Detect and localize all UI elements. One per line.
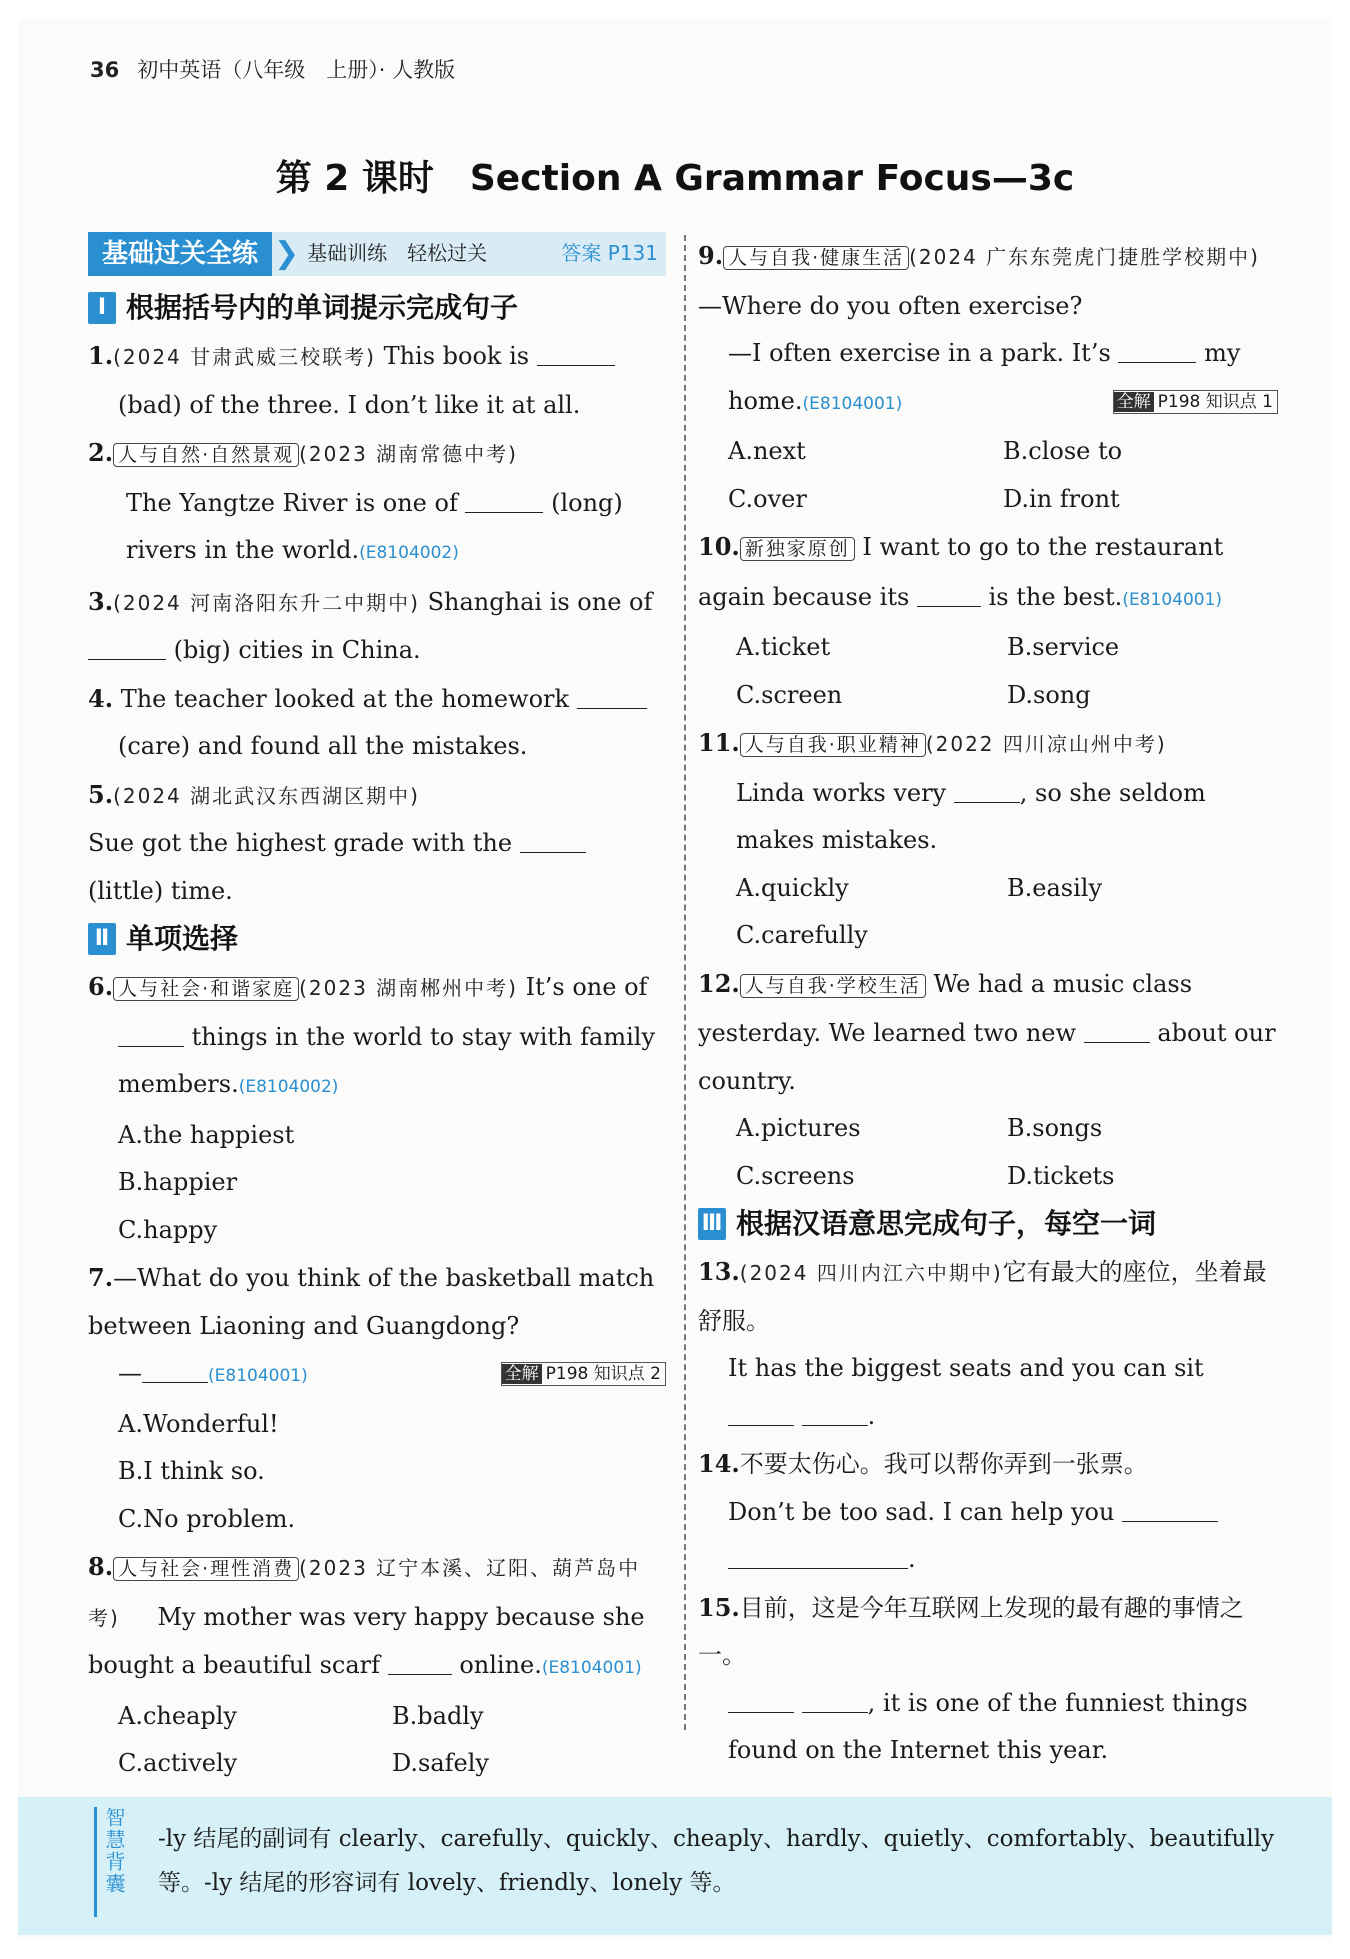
answer-blank[interactable]	[88, 635, 166, 660]
question-8: 8. 人与社会·理性消费 (2023 辽宁本溪、辽阳、葫芦岛中考) My mother was very happy because she bought a beautiful scarf online.(E8104001) A.cheaply B.badly C.actively D.safely	[88, 1543, 666, 1788]
solution-reference: 全解 P198 知识点 2	[501, 1362, 666, 1386]
answer-blank[interactable]	[142, 1358, 208, 1383]
answer-blank[interactable]	[1122, 1497, 1218, 1522]
option-d[interactable]: D.safely	[392, 1749, 489, 1777]
answer-blank[interactable]	[728, 1401, 794, 1426]
theme-tag: 人与社会·和谐家庭	[113, 977, 299, 1001]
answer-blank[interactable]	[465, 488, 543, 513]
section-number: Ⅱ	[88, 923, 116, 955]
option-b[interactable]: B.songs	[1007, 1114, 1103, 1142]
question-14: 14.不要太伤心。我可以帮你弄到一张票。 Don’t be too sad. I can help you .	[698, 1440, 1278, 1584]
option-a[interactable]: A.cheaply	[118, 1701, 237, 1730]
lesson-title: 第 2 课时 Section A Grammar Focus—3c	[275, 158, 1075, 199]
book-title: 初中英语（八年级 上册）· 人教版	[137, 58, 456, 82]
answer-blank[interactable]	[1084, 1018, 1150, 1043]
answer-blank[interactable]	[728, 1544, 908, 1569]
question-4: 4. The teacher looked at the homework (care) and found all the mistakes.	[88, 675, 666, 771]
answer-reference: 答案 P131	[561, 241, 658, 266]
option-a[interactable]: A.the happiest	[118, 1120, 295, 1149]
page-header	[90, 54, 455, 84]
theme-tag: 新独家原创	[740, 537, 855, 561]
question-11: 11. 人与自我·职业精神 (2022 四川凉山州中考) Linda works very , so she seldom makes mistakes. A.quickly B.easily C.carefully	[698, 719, 1278, 960]
question-3: 3.(2024 河南洛阳东升二中期中) Shanghai is one of (big) cities in China.	[88, 586, 653, 664]
option-c[interactable]: C.screens	[736, 1161, 855, 1190]
option-c[interactable]: C.happy	[118, 1215, 218, 1244]
option-c[interactable]: C.carefully	[736, 921, 868, 949]
right-column	[698, 232, 1278, 1775]
question-2: 2. 人与自然·自然景观 (2023 湖南常德中考) The Yangtze River is one of (long) rivers in the world.(E8104002)	[88, 438, 623, 564]
option-d[interactable]: D.song	[1007, 680, 1091, 709]
question-13: 13.(2024 四川内江六中期中)它有最大的座位，坐着最舒服。 It has the biggest seats and you can sit .	[698, 1257, 1267, 1430]
option-a[interactable]: A.Wonderful!	[118, 1409, 279, 1438]
section-heading-3	[698, 1200, 1278, 1248]
option-a[interactable]: A.pictures	[736, 1114, 861, 1142]
section-title: 根据括号内的单词提示完成句子	[126, 291, 519, 325]
answer-blank[interactable]	[118, 1022, 184, 1047]
option-a[interactable]: A.ticket	[736, 633, 831, 661]
option-c[interactable]: C.screen	[736, 680, 843, 709]
theme-tag: 人与自我·健康生活	[723, 246, 909, 270]
option-b[interactable]: B.badly	[392, 1701, 484, 1730]
answer-blank[interactable]	[388, 1650, 452, 1675]
option-c[interactable]: C.No problem.	[118, 1504, 296, 1533]
practice-banner	[88, 232, 666, 276]
theme-tag: 人与自我·学校生活	[740, 974, 926, 998]
theme-tag: 人与自我·职业精神	[740, 733, 926, 757]
section-heading-1	[88, 284, 666, 332]
option-c[interactable]: C.over	[728, 484, 807, 513]
section-title: 单项选择	[126, 922, 239, 956]
option-a[interactable]: A.next	[728, 437, 806, 465]
tip-text: -ly 结尾的副词有 clearly、carefully、quickly、cheaply、hardly、quietly、comfortably、beautifully 等。-ly 结尾的形容词有 lovely、friendly、lonely 等。	[158, 1826, 1275, 1896]
answer-blank[interactable]	[537, 341, 615, 366]
answer-blank[interactable]	[802, 1401, 868, 1426]
theme-tag: 人与自然·自然景观	[113, 443, 299, 467]
tip-box	[18, 1797, 1332, 1935]
tip-label: 智慧背囊	[94, 1807, 129, 1917]
banner-subtitle: 基础训练 轻松过关	[307, 241, 488, 266]
answer-blank[interactable]	[520, 828, 586, 853]
answer-blank[interactable]	[577, 684, 647, 709]
option-c[interactable]: C.actively	[118, 1749, 238, 1777]
chevron-right-icon: ❯	[274, 236, 300, 272]
section-number: Ⅲ	[698, 1208, 726, 1240]
question-9: 9. 人与自我·健康生活 (2024 广东东莞虎门捷胜学校期中) —Where do you often exercise? —I often exercise in a park. It’s my home.(E8104001) 全解 P198 知识点 1 A.next B.close to C.over D.in front	[698, 232, 1278, 523]
column-divider	[684, 235, 686, 1730]
option-d[interactable]: D.tickets	[1007, 1161, 1115, 1190]
answer-blank[interactable]	[1118, 338, 1196, 363]
question-5: 5.(2024 湖北武汉东西湖区期中) Sue got the highest grade with the (little) time.	[88, 771, 666, 916]
page-number: 36	[90, 58, 120, 82]
question-6: 6. 人与社会·和谐家庭 (2023 湖南郴州中考) It’s one of things in the world to stay with family members.(E8104002) A.the happiest B.happier C.happy	[88, 963, 666, 1254]
section-title: 根据汉语意思完成句子，每空一词	[736, 1207, 1157, 1241]
banner-tag: 基础过关全练	[88, 232, 272, 276]
answer-blank[interactable]	[917, 582, 981, 607]
option-b[interactable]: B.I think so.	[118, 1457, 265, 1485]
option-b[interactable]: B.happier	[118, 1168, 238, 1196]
section-number: Ⅰ	[88, 292, 116, 324]
solution-reference: 全解 P198 知识点 1	[1113, 390, 1278, 414]
section-heading-2	[88, 915, 666, 963]
option-b[interactable]: B.close to	[1003, 437, 1123, 465]
option-b[interactable]: B.service	[1007, 633, 1120, 661]
answer-blank[interactable]	[802, 1688, 868, 1713]
question-10: 10. 新独家原创 I want to go to the restaurant again because its is the best.(E8104001) A.ticket B.service C.screen D.song	[698, 523, 1278, 719]
theme-tag: 人与社会·理性消费	[113, 1557, 299, 1581]
answer-blank[interactable]	[954, 778, 1020, 803]
question-7: 7.—What do you think of the basketball match between Liaoning and Guangdong? 全解 P198 知识点 2 — (E8104001) A.Wonderful! B.I think so. C.No problem.	[88, 1254, 666, 1543]
question-12: 12. 人与自我·学校生活 We had a music class yesterday. We learned two new about our country. A.pictures B.songs C.screens D.tickets	[698, 960, 1278, 1201]
question-15: 15.目前，这是今年互联网上发现的最有趣的事情之一。 , it is one of the funniest things found on the Internet this year.	[698, 1592, 1248, 1764]
option-a[interactable]: A.quickly	[736, 873, 849, 902]
option-b[interactable]: B.easily	[1007, 873, 1103, 902]
answer-blank[interactable]	[728, 1688, 794, 1713]
question-1: 1.(2024 甘肃武威三校联考) This book is (bad) of the three. I don’t like it at all.	[88, 332, 666, 429]
option-d[interactable]: D.in front	[1003, 484, 1120, 513]
left-column	[88, 232, 666, 1788]
